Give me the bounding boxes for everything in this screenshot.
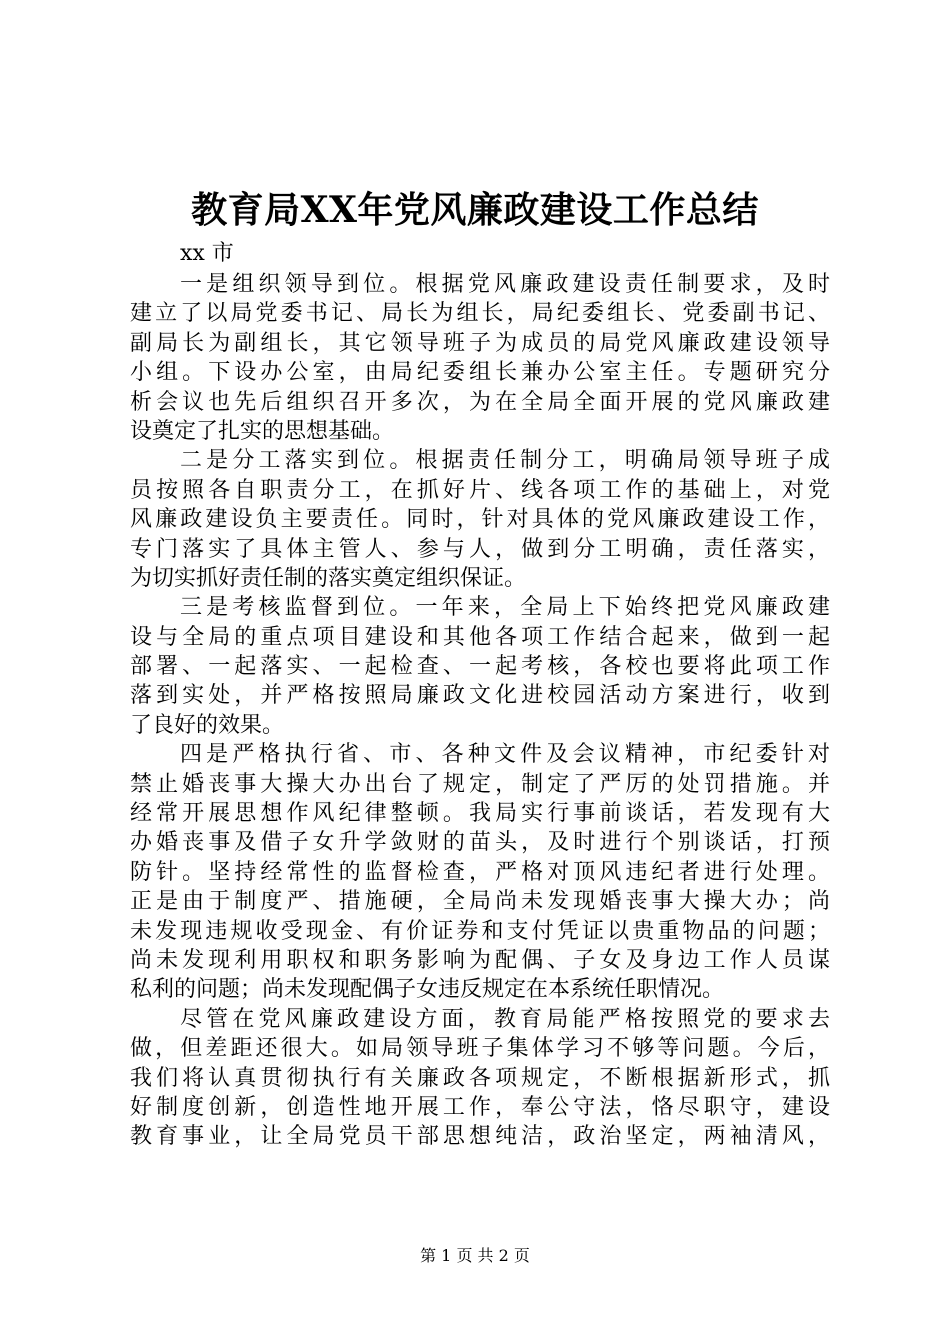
text-line: 好制度创新，创造性地开展工作，奉公守法，恪尽职守，建设: [130, 1094, 830, 1120]
text-line: 正是由于制度严、措施硬，全局尚未发现婚丧事大操大办；尚: [130, 889, 830, 915]
text-line: 副局长为副组长，其它领导班子为成员的局党风廉政建设领导: [130, 330, 830, 356]
text-line: 尽管在党风廉政建设方面，教育局能严格按照党的要求去: [180, 1006, 830, 1032]
paragraph-list: [130, 270, 830, 1152]
author-line: xx 市: [180, 241, 234, 266]
text-line: 教育事业，让全局党员干部思想纯洁，政治坚定，两袖清风，: [130, 1124, 830, 1150]
text-line: 办婚丧事及借子女升学敛财的苗头，及时进行个别谈话，打预: [130, 830, 830, 856]
text-line: 防针。坚持经常性的监督检查，严格对顶风违纪者进行处理。: [130, 859, 830, 885]
paragraph: [130, 1005, 830, 1152]
paragraph: [130, 446, 830, 593]
text-line: 二是分工落实到位。根据责任制分工，明确局领导班子成: [180, 448, 830, 474]
text-line: 设奠定了扎实的思想基础。: [130, 418, 395, 444]
text-line: 设与全局的重点项目建设和其他各项工作结合起来，做到一起: [130, 624, 830, 650]
paragraph: [130, 740, 830, 1005]
text-line: 禁止婚丧事大操大办出台了规定，制定了严厉的处罚措施。并: [130, 771, 830, 797]
text-line: 做，但差距还很大。如局领导班子集体学习不够等问题。今后，: [130, 1036, 830, 1062]
text-line: 部署、一起落实、一起检查、一起考核，各校也要将此项工作: [130, 654, 830, 680]
text-line: 小组。下设办公室，由局纪委组长兼办公室主任。专题研究分: [130, 360, 830, 386]
paragraph: [130, 593, 830, 740]
text-line: 建立了以局党委书记、局长为组长，局纪委组长、党委副书记、: [130, 301, 830, 327]
document-title: 教育局XX年党风廉政建设工作总结: [191, 189, 759, 231]
text-line: 经常开展思想作风纪律整顿。我局实行事前谈话，若发现有大: [130, 801, 830, 827]
text-line: 落到实处，并严格按照局廉政文化进校园活动方案进行，收到: [130, 683, 830, 709]
text-line: 四是严格执行省、市、各种文件及会议精神，市纪委针对: [180, 742, 830, 768]
document-body: [130, 238, 830, 1152]
text-line: 一是组织领导到位。根据党风廉政建设责任制要求，及时: [180, 272, 830, 297]
text-line: 尚未发现利用职权和职务影响为配偶、子女及身边工作人员谋: [130, 947, 830, 973]
text-line: 风廉政建设负主要责任。同时，针对具体的党风廉政建设工作，: [130, 507, 830, 533]
paragraph: [130, 270, 830, 446]
text-line: 私利的问题；尚未发现配偶子女违反规定在本系统任职情况。: [130, 977, 725, 1003]
text-line: 了良好的效果。: [130, 712, 285, 738]
text-line: 为切实抓好责任制的落实奠定组织保证。: [130, 565, 527, 591]
text-line: 三是考核监督到位。一年来，全局上下始终把党风廉政建: [180, 595, 830, 621]
text-line: 我们将认真贯彻执行有关廉政各项规定，不断根据新形式，抓: [130, 1065, 830, 1091]
page-footer: 第 1 页 共 2 页: [420, 1246, 530, 1265]
text-line: 员按照各自职责分工，在抓好片、线各项工作的基础上，对党: [130, 477, 830, 503]
text-line: 析会议也先后组织召开多次，为在全局全面开展的党风廉政建: [130, 389, 830, 415]
text-line: 未发现违规收受现金、有价证券和支付凭证以贵重物品的问题；: [130, 918, 830, 944]
text-line: 专门落实了具体主管人、参与人，做到分工明确，责任落实，: [130, 536, 830, 562]
